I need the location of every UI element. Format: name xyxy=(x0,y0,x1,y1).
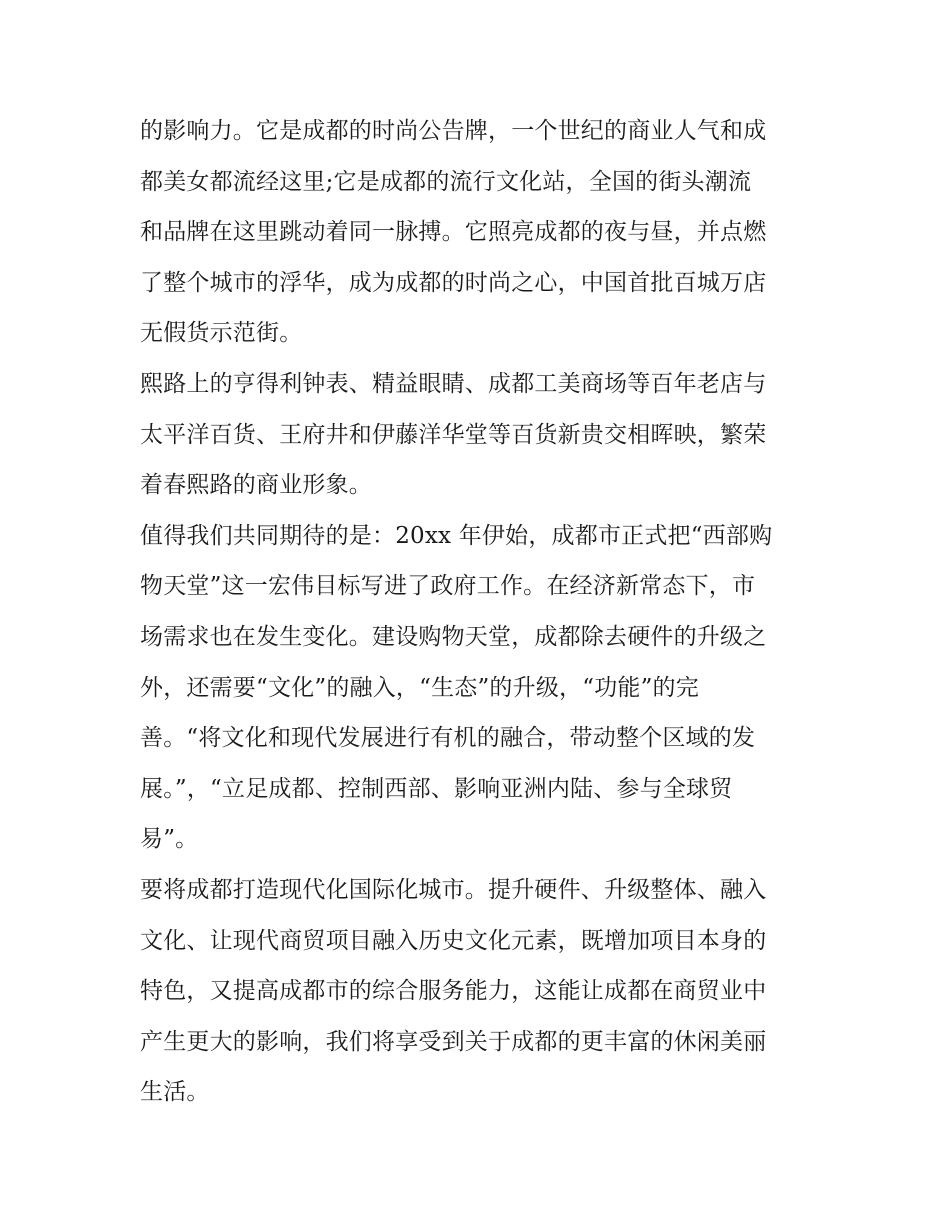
text-line: 和品牌在这里跳动着同一脉搏。它照亮成都的夜与昼，并点燃 xyxy=(140,219,767,246)
paragraph-1 xyxy=(140,106,812,359)
text-line: 的影响力。它是成都的时尚公告牌，一个世纪的商业人气和成 xyxy=(140,118,767,144)
text-line: 产生更大的影响，我们将享受到关于成都的更丰富的休闲美丽 xyxy=(140,1028,767,1055)
document-body xyxy=(140,106,812,1118)
text-line: 着春熙路的商业形象。 xyxy=(140,472,372,499)
text-line: 生活。 xyxy=(140,1079,210,1106)
text-line: 无假货示范街。 xyxy=(140,320,303,347)
text-line: 太平洋百货、王府井和伊藤洋华堂等百货新贵交相晖映，繁荣 xyxy=(140,421,767,448)
text-line: 易”。 xyxy=(140,826,199,853)
text-line: 展。”，“立足成都、控制西部、影响亚洲内陆、参与全球贸 xyxy=(140,775,733,802)
text-line: 都美女都流经这里;它是成都的流行文化站，全国的街头潮流 xyxy=(140,168,752,195)
paragraph-2 xyxy=(140,359,812,511)
text-line: 物天堂”这一宏伟目标写进了政府工作。在经济新常态下，市 xyxy=(140,573,756,600)
text-line: 熙路上的亨得利钟表、精益眼睛、成都工美商场等百年老店与 xyxy=(140,370,767,397)
text-line: 善。“将文化和现代发展进行有机的融合，带动整个区域的发 xyxy=(140,725,756,752)
paragraph-4 xyxy=(140,865,812,1118)
text-line: 特色，又提高成都市的综合服务能力，这能让成都在商贸业中 xyxy=(140,978,767,1005)
text-line: 了整个城市的浮华，成为成都的时尚之心，中国首批百城万店 xyxy=(140,269,767,296)
text-line: 场需求也在发生变化。建设购物天堂，成都除去硬件的升级之 xyxy=(140,623,767,650)
text-line: 要将成都打造现代化国际化城市。提升硬件、升级整体、融入 xyxy=(140,876,767,903)
paragraph-3 xyxy=(140,511,812,865)
text-line: 文化、让现代商贸项目融入历史文化元素，既增加项目本身的 xyxy=(140,927,767,954)
text-line: 外，还需要“文化”的融入，“生态”的升级，“功能”的完 xyxy=(140,674,699,701)
text-line: 值得我们共同期待的是：20xx 年伊始，成都市正式把“西部购 xyxy=(140,522,773,549)
